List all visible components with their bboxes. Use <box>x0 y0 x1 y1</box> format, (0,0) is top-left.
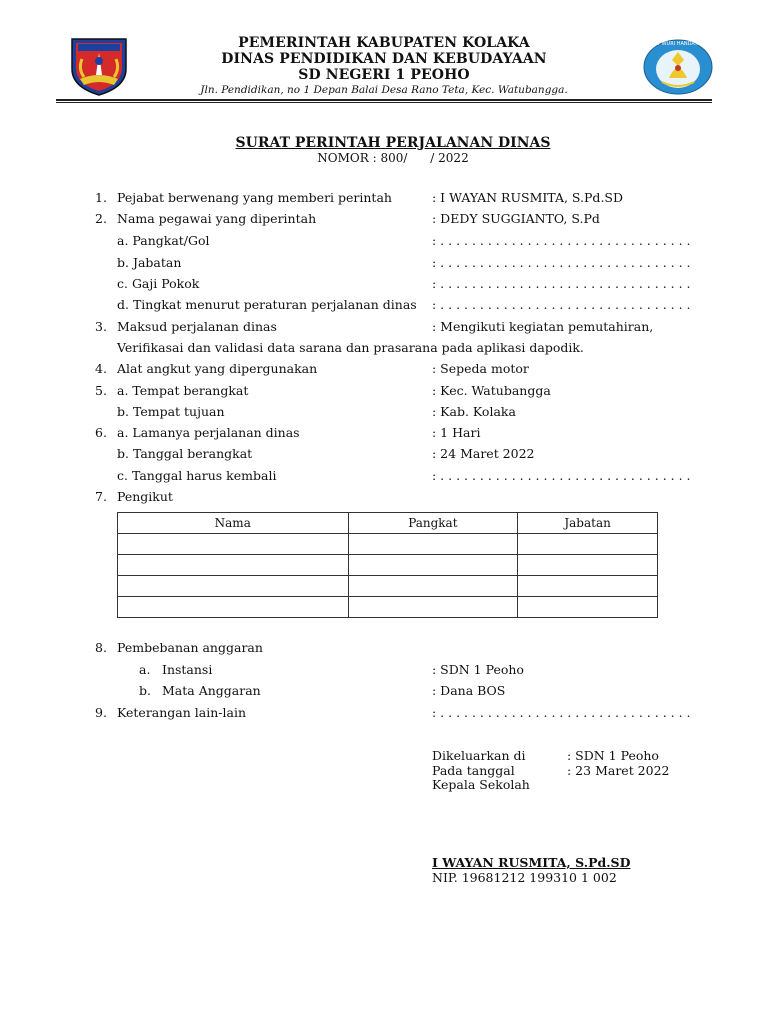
item-number: 8. <box>95 640 107 655</box>
item-9 <box>0 704 768 722</box>
item-label: Instansi <box>162 662 213 677</box>
signer-name: I WAYAN RUSMITA, S.Pd.SD <box>432 855 631 870</box>
letterhead-line3: SD NEGERI 1 PEOHO <box>298 67 470 83</box>
item-number: 5. <box>95 383 107 398</box>
item-1 <box>0 189 768 207</box>
item-label: b. Tanggal berangkat <box>117 446 253 461</box>
letterhead-rule <box>56 99 712 101</box>
item-value: : 1 Hari <box>432 425 481 440</box>
item-2 <box>0 210 768 228</box>
item-label: Mata Anggaran <box>162 683 261 698</box>
column-header-jabatan: Jabatan <box>518 513 658 534</box>
letterhead-address: Jln. Pendidikan, no 1 Depan Balai Desa Rano Teta, Kec. Watubangga. <box>200 84 568 96</box>
letterhead-line2: DINAS PENDIDIKAN DAN KEBUDAYAAN <box>221 51 547 67</box>
table-cell <box>518 555 658 576</box>
table-cell <box>518 597 658 618</box>
item-6b <box>0 445 768 463</box>
item-6a <box>0 424 768 442</box>
table-cell <box>348 555 518 576</box>
item-8b <box>0 682 768 700</box>
item-value: : . . . . . . . . . . . . . . . . . . . . . . . . . . . . . . . . <box>432 297 691 312</box>
item-7 <box>0 488 768 506</box>
table-cell <box>348 534 518 555</box>
item-label: b. Jabatan <box>117 255 182 270</box>
item-5a <box>0 382 768 400</box>
item-label: b. Tempat tujuan <box>117 404 225 419</box>
item-value: : Kab. Kolaka <box>432 404 516 419</box>
issued-at-label: Dikeluarkan di <box>432 748 526 763</box>
item-value: : Mengikuti kegiatan pemutahiran, <box>432 319 654 334</box>
item-2b <box>0 254 768 272</box>
item-2d <box>0 296 768 314</box>
item-2a <box>0 232 768 250</box>
item-8 <box>0 639 768 657</box>
item-value: : Kec. Watubangga <box>432 383 551 398</box>
item-value: : . . . . . . . . . . . . . . . . . . . . . . . . . . . . . . . . <box>432 233 691 248</box>
item-number: 2. <box>95 211 107 226</box>
table-cell <box>118 597 349 618</box>
table-cell <box>118 534 349 555</box>
letterhead-rule-thin <box>56 102 712 103</box>
issued-at-value: : SDN 1 Peoho <box>567 748 659 763</box>
logo-caption: TUT WURI HANDAYANI <box>650 41 706 47</box>
item-3-continuation <box>0 339 768 357</box>
issue-date-label: Pada tanggal <box>432 763 515 778</box>
item-label: a. Pangkat/Gol <box>117 233 210 248</box>
item-5b <box>0 403 768 421</box>
item-value: : Dana BOS <box>432 683 506 698</box>
item-label: d. Tingkat menurut peraturan perjalanan dinas <box>117 297 417 312</box>
item-label: c. Gaji Pokok <box>117 276 200 291</box>
issue-date-value: : 23 Maret 2022 <box>567 763 670 778</box>
item-label: Pengikut <box>117 489 173 504</box>
item-letter: b. <box>139 683 151 698</box>
table-row <box>118 597 658 618</box>
item-label: a. Tempat berangkat <box>117 383 249 398</box>
item-label: Verifikasai dan validasi data sarana dan prasarana pada aplikasi dapodik. <box>117 340 584 355</box>
letterhead-line1: PEMERINTAH KABUPATEN KOLAKA <box>238 35 530 51</box>
table-cell <box>518 576 658 597</box>
table-cell <box>118 576 349 597</box>
item-number: 1. <box>95 190 107 205</box>
item-value: : I WAYAN RUSMITA, S.Pd.SD <box>432 190 623 205</box>
document-number: NOMOR : 800/ / 2022 <box>317 151 469 165</box>
item-label: Pembebanan anggaran <box>117 640 263 655</box>
item-label: a. Lamanya perjalanan dinas <box>117 425 300 440</box>
item-4 <box>0 360 768 378</box>
table-cell <box>348 576 518 597</box>
table-row <box>118 555 658 576</box>
column-header-pangkat: Pangkat <box>348 513 518 534</box>
document-title: SURAT PERINTAH PERJALANAN DINAS <box>235 135 551 151</box>
item-number: 9. <box>95 705 107 720</box>
item-value: : 24 Maret 2022 <box>432 446 535 461</box>
item-label: Alat angkut yang dipergunakan <box>117 361 318 376</box>
table-row <box>118 534 658 555</box>
item-label: c. Tanggal harus kembali <box>117 468 277 483</box>
item-number: 4. <box>95 361 107 376</box>
item-2c <box>0 275 768 293</box>
table-cell <box>118 555 349 576</box>
item-number: 3. <box>95 319 107 334</box>
item-value: : . . . . . . . . . . . . . . . . . . . . . . . . . . . . . . . . <box>432 255 691 270</box>
column-header-nama: Nama <box>118 513 349 534</box>
table-header-row <box>118 513 658 534</box>
item-label: Nama pegawai yang diperintah <box>117 211 317 226</box>
item-value: : Sepeda motor <box>432 361 529 376</box>
item-number: 6. <box>95 425 107 440</box>
item-value: : . . . . . . . . . . . . . . . . . . . . . . . . . . . . . . . . <box>432 705 691 720</box>
table-row <box>118 576 658 597</box>
table-cell <box>348 597 518 618</box>
item-value: : SDN 1 Peoho <box>432 662 524 677</box>
item-3 <box>0 318 768 336</box>
item-value: : DEDY SUGGIANTO, S.Pd <box>432 211 600 226</box>
item-label: Maksud perjalanan dinas <box>117 319 277 334</box>
item-6c <box>0 467 768 485</box>
item-value: : . . . . . . . . . . . . . . . . . . . . . . . . . . . . . . . . <box>432 468 691 483</box>
item-letter: a. <box>139 662 151 677</box>
signer-nip: NIP. 19681212 199310 1 002 <box>432 870 617 885</box>
item-label: Keterangan lain-lain <box>117 705 246 720</box>
table-cell <box>518 534 658 555</box>
item-label: Pejabat berwenang yang memberi perintah <box>117 190 392 205</box>
item-8a <box>0 661 768 679</box>
item-value: : . . . . . . . . . . . . . . . . . . . . . . . . . . . . . . . . <box>432 276 691 291</box>
pengikut-table <box>117 512 658 618</box>
signer-position: Kepala Sekolah <box>432 777 530 792</box>
item-number: 7. <box>95 489 107 504</box>
